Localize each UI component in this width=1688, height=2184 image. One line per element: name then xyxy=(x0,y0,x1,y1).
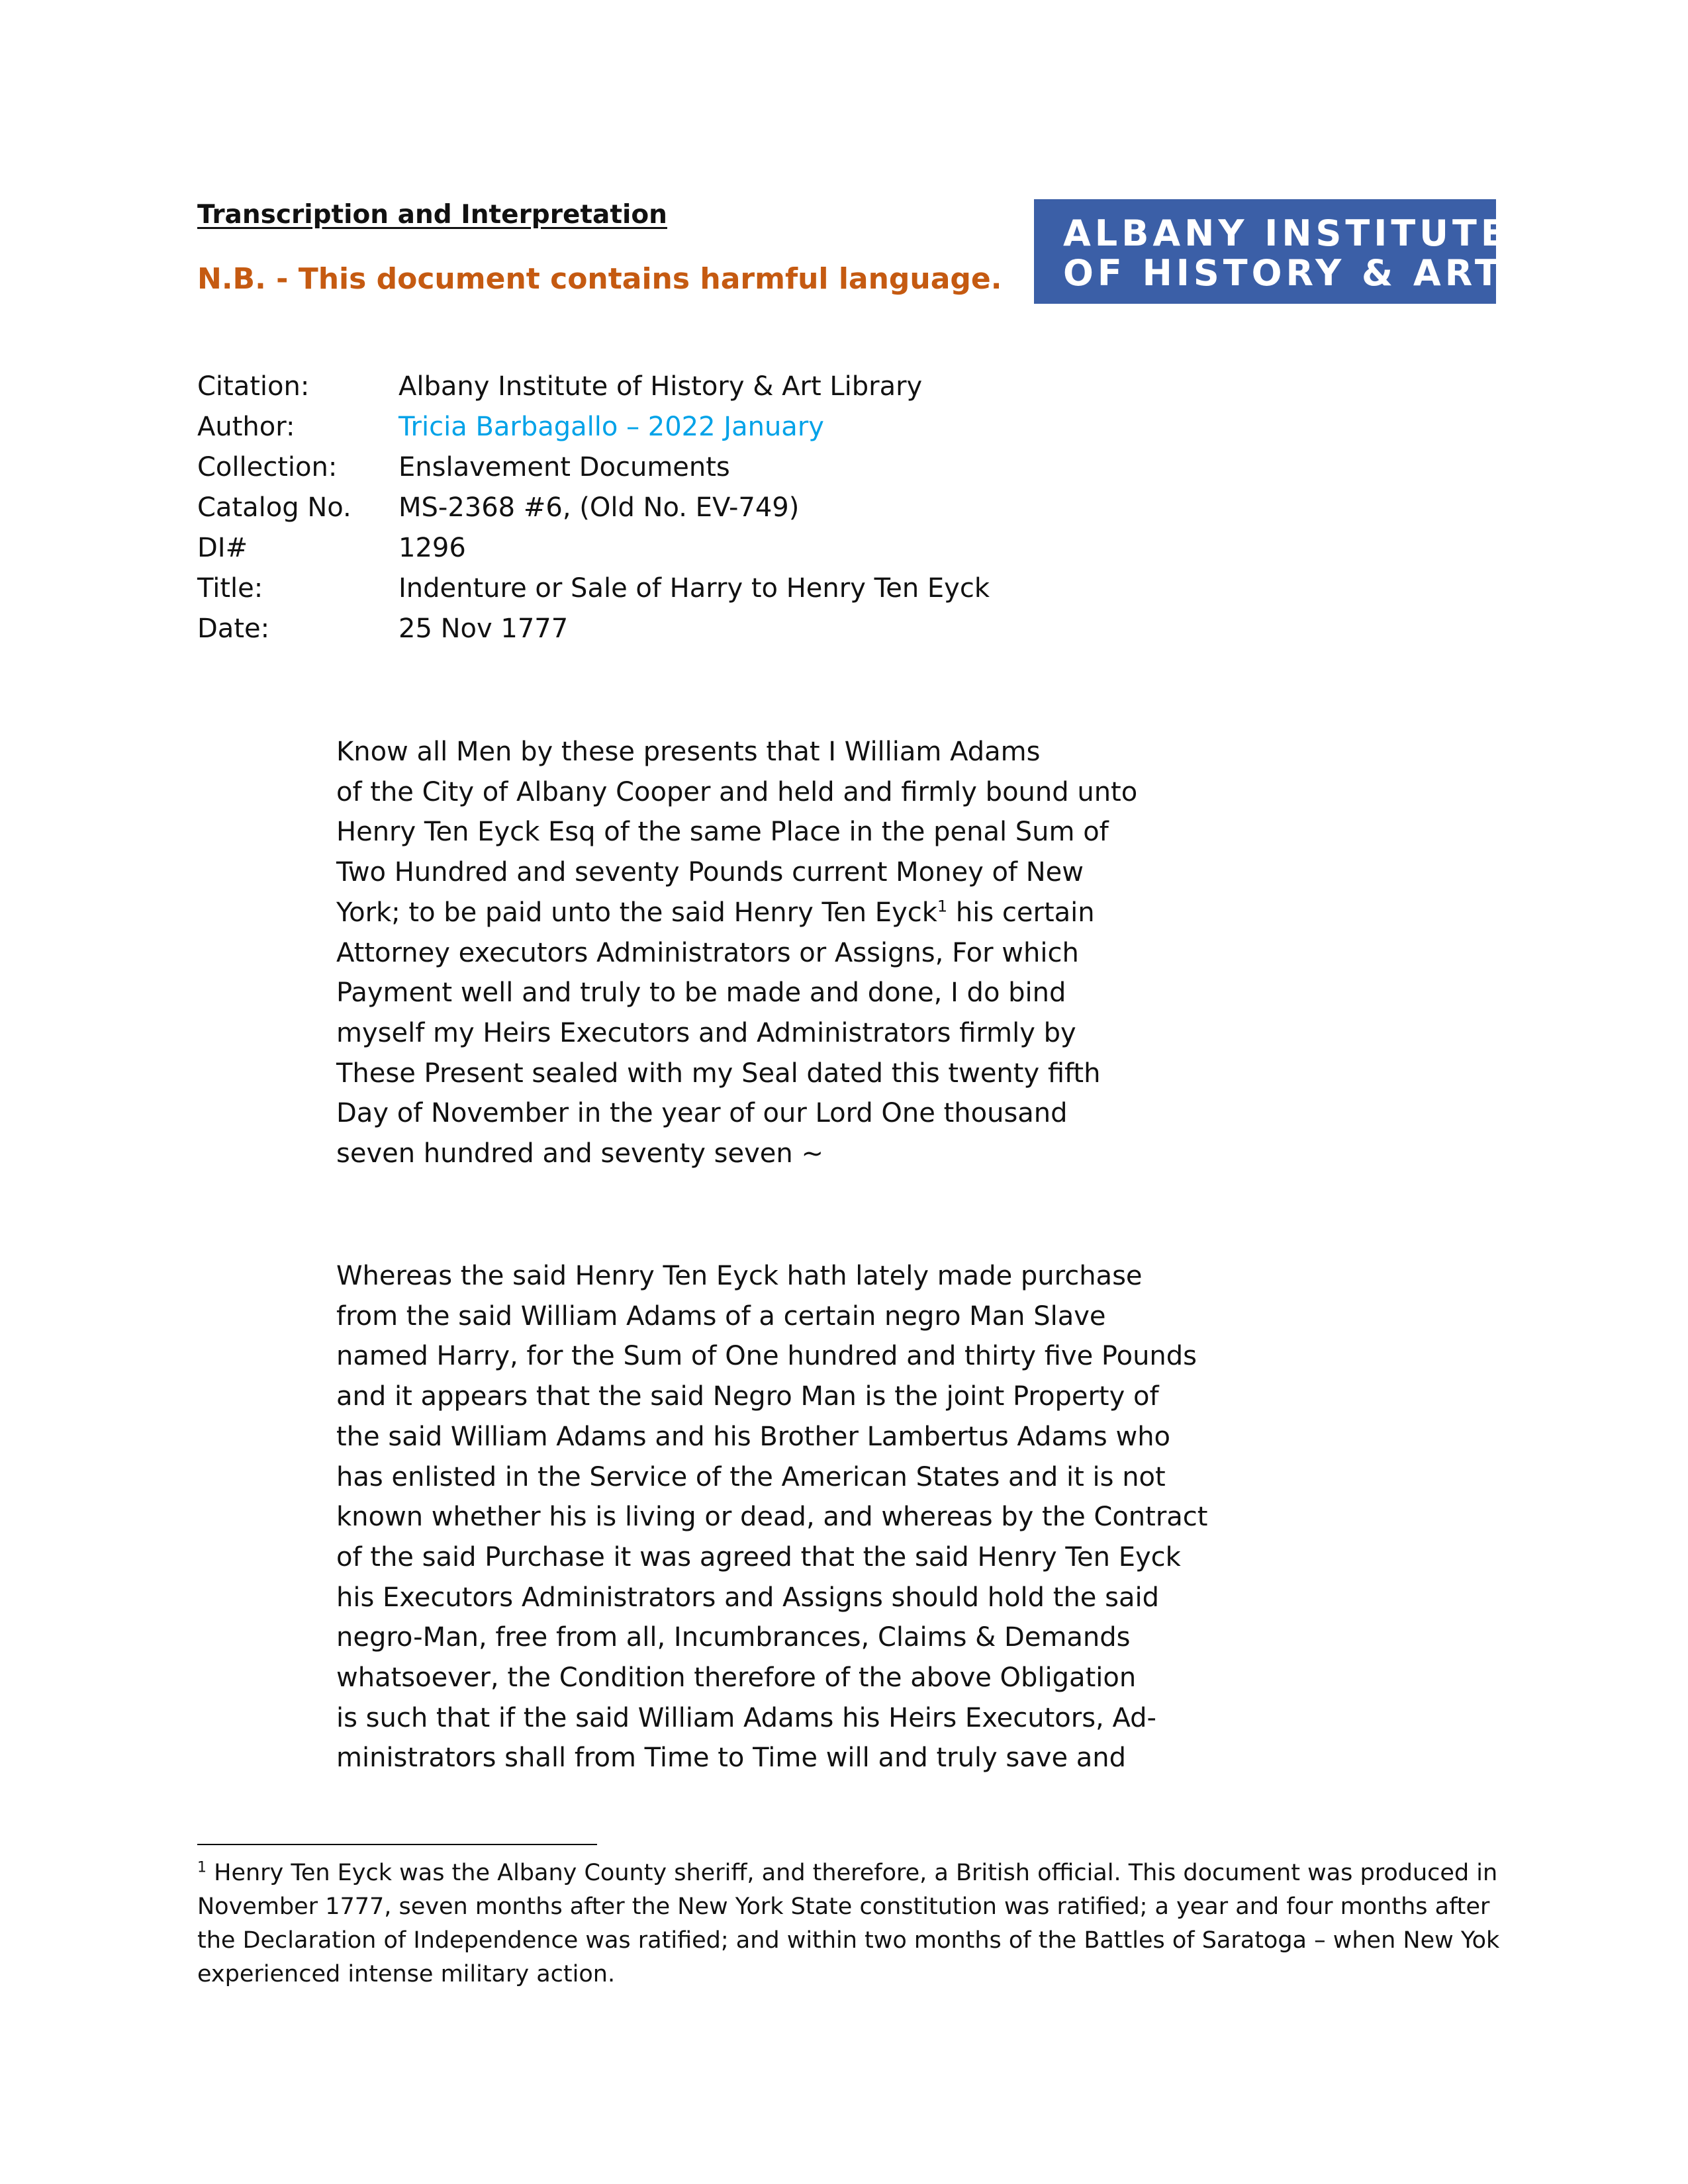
transcription-line: named Harry, for the Sum of One hundred and thirty five Pounds xyxy=(336,1341,1197,1372)
transcription-line: Attorney executors Administrators or Assigns, For which xyxy=(336,937,1079,968)
transcription-line: negro-Man, free from all, Incumbrances, Claims & Demands xyxy=(336,1622,1131,1653)
metadata-row-author xyxy=(197,407,990,447)
footnote-reference[interactable]: 1 xyxy=(937,897,948,916)
transcription-line: his Executors Administrators and Assigns should hold the said xyxy=(336,1582,1159,1613)
metadata-value: Indenture or Sale of Harry to Henry Ten Eyck xyxy=(399,573,990,604)
transcription-line: whatsoever, the Condition therefore of the above Obligation xyxy=(336,1662,1137,1694)
metadata-row-catalog xyxy=(197,488,990,528)
author-link[interactable]: Tricia Barbagallo – 2022 January xyxy=(399,412,824,442)
transcription-line: Two Hundred and seventy Pounds current Money of New xyxy=(336,857,1084,888)
footnote xyxy=(197,1856,1499,1991)
transcription-line: is such that if the said William Adams his Heirs Executors, Ad- xyxy=(336,1702,1156,1733)
transcription-line: Whereas the said Henry Ten Eyck hath lately made purchase xyxy=(336,1261,1143,1291)
metadata-label: Title: xyxy=(197,573,263,604)
transcription-line: and it appears that the said Negro Man is the joint Property of xyxy=(336,1381,1159,1412)
transcription-line: the said William Adams and his Brother Lambertus Adams who xyxy=(336,1421,1171,1452)
transcription-line-text: his certain xyxy=(947,897,1095,928)
metadata-value: 25 Nov 1777 xyxy=(399,614,569,644)
transcription-line: ministrators shall from Time to Time will and truly save and xyxy=(336,1743,1127,1774)
footnote-number: 1 xyxy=(197,1859,207,1876)
footnote-divider xyxy=(197,1844,597,1845)
transcription-line: from the said William Adams of a certain negro Man Slave xyxy=(336,1300,1106,1332)
transcription-line: Henry Ten Eyck Esq of the same Place in the penal Sum of xyxy=(336,817,1109,848)
logo-line-1: ALBANY INSTITUTE xyxy=(1063,212,1509,254)
metadata-value: Albany Institute of History & Art Library xyxy=(399,371,923,402)
transcription-line: has enlisted in the Service of the American States and it is not xyxy=(336,1461,1166,1492)
metadata-row-date xyxy=(197,609,990,649)
metadata-label: Date: xyxy=(197,614,270,644)
transcription-line: These Present sealed with my Seal dated this twenty fifth xyxy=(336,1058,1101,1089)
footnote-line: experienced intense military action. xyxy=(197,1961,616,1987)
metadata-label: Citation: xyxy=(197,371,310,402)
transcription-paragraph-1 xyxy=(336,732,1137,1174)
metadata-row-title xyxy=(197,569,990,609)
harmful-language-warning: N.B. - This document contains harmful language. xyxy=(197,262,1002,296)
footnote-line: November 1777, seven months after the New York State constitution was ratified; a year and four months after xyxy=(197,1893,1490,1920)
institute-logo xyxy=(1034,199,1509,304)
transcription-line xyxy=(336,893,1137,933)
transcription-paragraph-2 xyxy=(336,1256,1207,1778)
transcription-line: of the said Purchase it was agreed that the said Henry Ten Eyck xyxy=(336,1541,1181,1572)
metadata-row-di xyxy=(197,528,990,569)
metadata-label: DI# xyxy=(197,533,248,563)
transcription-line: seven hundred and seventy seven ~ xyxy=(336,1138,823,1169)
footnote-line: the Declaration of Independence was ratified; and within two months of the Battles of Saratoga – when New Yok xyxy=(197,1927,1500,1954)
metadata-row-collection xyxy=(197,447,990,488)
footnote-line xyxy=(197,1856,1499,1890)
footnote-line-text: Henry Ten Eyck was the Albany County sheriff, and therefore, a British official. This document was produced in xyxy=(207,1860,1498,1886)
transcription-line: Day of November in the year of our Lord One thousand xyxy=(336,1098,1068,1129)
logo-line-2: OF HISTORY & ART xyxy=(1063,252,1503,294)
transcription-line: known whether his is living or dead, and whereas by the Contract xyxy=(336,1502,1208,1533)
transcription-line-text: York; to be paid unto the said Henry Ten Eyck xyxy=(336,897,937,928)
metadata-value: 1296 xyxy=(399,533,466,563)
page-title: Transcription and Interpretation xyxy=(197,200,667,230)
transcription-line: Know all Men by these presents that I William Adams xyxy=(336,737,1041,767)
transcription-line: myself my Heirs Executors and Administrators firmly by xyxy=(336,1017,1076,1048)
transcription-line: of the City of Albany Cooper and held and firmly bound unto xyxy=(336,776,1138,807)
metadata-label: Catalog No. xyxy=(197,492,352,523)
transcription-line: Payment well and truly to be made and done, I do bind xyxy=(336,978,1066,1009)
metadata-value: Enslavement Documents xyxy=(399,452,730,482)
metadata-label: Collection: xyxy=(197,452,338,482)
metadata-value: MS-2368 #6, (Old No. EV-749) xyxy=(399,492,800,523)
metadata-label: Author: xyxy=(197,412,295,442)
metadata-table xyxy=(197,367,990,649)
metadata-row-citation xyxy=(197,367,990,407)
